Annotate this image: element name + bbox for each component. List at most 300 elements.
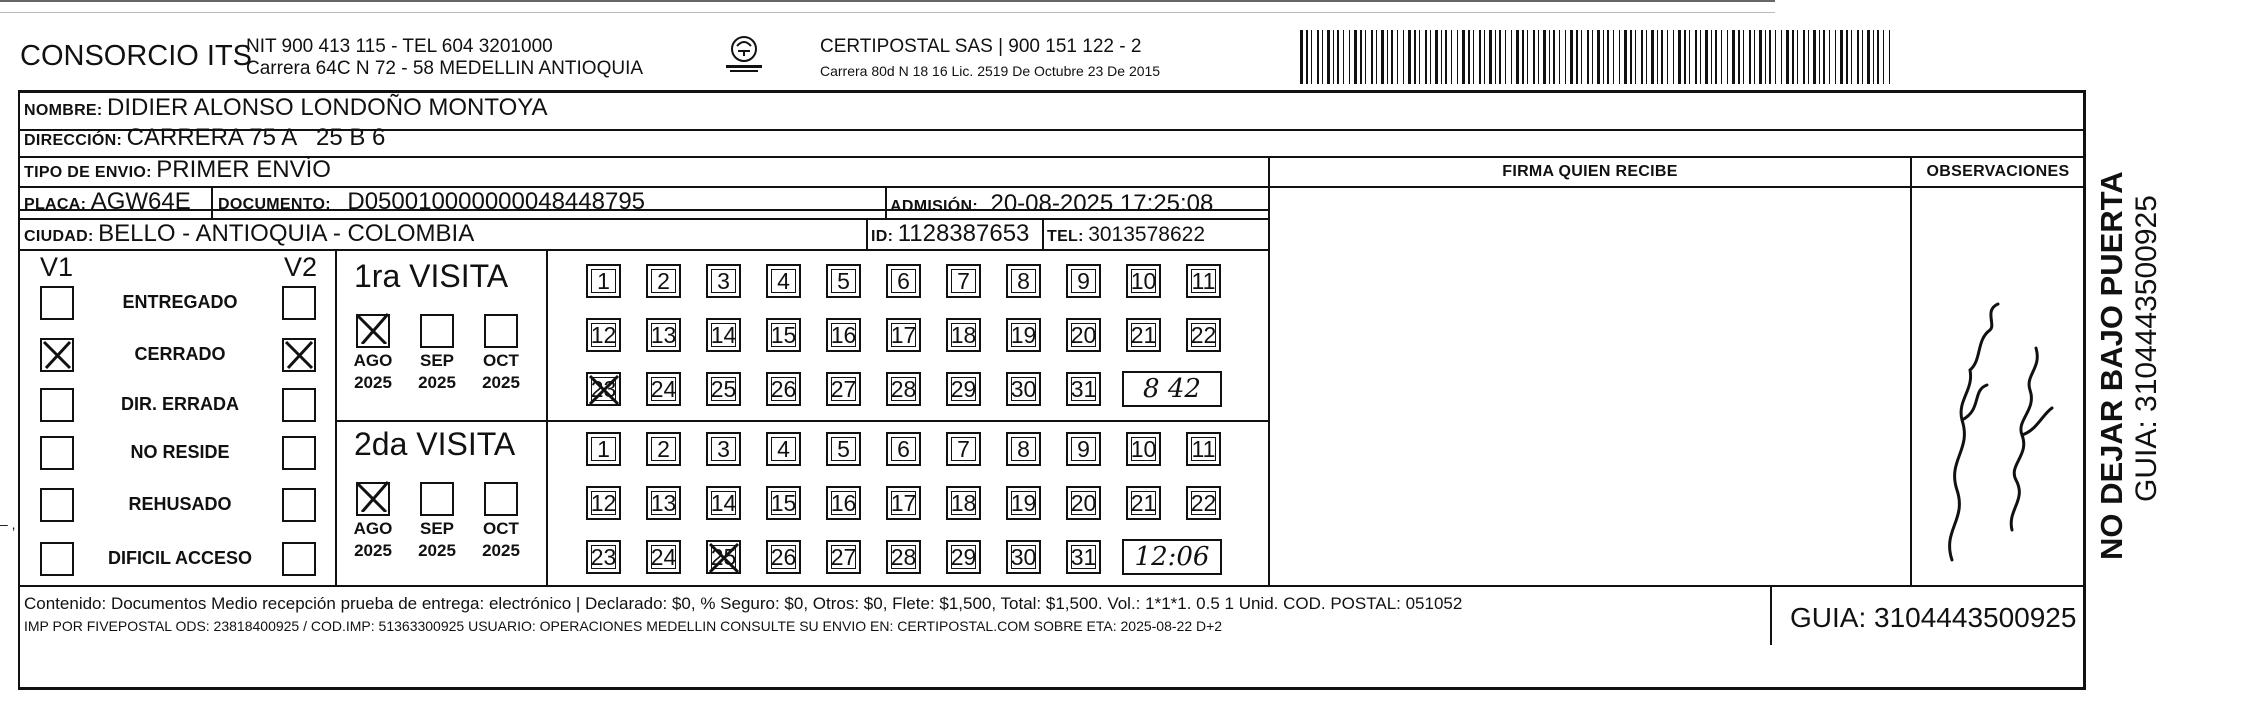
day-box[interactable]	[886, 432, 921, 466]
month-label	[412, 518, 462, 562]
day-number: 2	[657, 268, 670, 294]
day-number: 18	[950, 322, 977, 348]
day-number: 5	[837, 436, 850, 462]
month-label	[348, 350, 398, 394]
day-number: 15	[770, 490, 797, 516]
day-box[interactable]	[826, 264, 861, 298]
v1-checkbox[interactable]	[40, 286, 74, 320]
v2-header: V2	[284, 252, 318, 282]
day-box[interactable]	[1186, 432, 1221, 466]
barcode-bar	[1786, 30, 1789, 84]
day-box[interactable]	[946, 486, 981, 520]
day-number: 21	[1130, 490, 1157, 516]
barcode-bar	[1441, 30, 1442, 84]
day-box[interactable]	[886, 486, 921, 520]
day-box[interactable]	[1066, 318, 1101, 352]
day-box[interactable]	[1126, 318, 1161, 352]
barcode-bar	[1457, 30, 1458, 84]
day-number: 15	[770, 322, 797, 348]
barcode-bar	[1387, 30, 1388, 84]
barcode-bar	[1630, 30, 1632, 84]
day-box[interactable]	[1186, 486, 1221, 520]
barcode-bar	[1721, 30, 1722, 84]
day-number: 26	[770, 544, 797, 570]
day-box[interactable]	[706, 318, 741, 352]
company-name: CONSORCIO ITS	[20, 40, 253, 72]
v1-checkbox[interactable]	[40, 488, 74, 522]
footer-imp: IMP POR FIVEPOSTAL ODS: 23818400925 / COD.IMP: 51363300925 USUARIO: OPERACIONES MEDELLIN CONSULTE SU ENVIO EN: CERTIPOSTAL.COM SOBRE ETA: 2025-08-22 D+2	[24, 618, 1223, 634]
status-label: DIFICIL ACCESO	[107, 548, 252, 568]
barcode-bar	[1473, 30, 1474, 84]
tel-value: 3013578622	[1088, 223, 1205, 246]
footer-guia: GUIA: 3104443500925	[1790, 602, 2077, 633]
barcode-bar	[1468, 30, 1470, 84]
day-box[interactable]	[1006, 432, 1041, 466]
day-box[interactable]	[766, 486, 801, 520]
v2-checkbox[interactable]	[282, 286, 316, 320]
barcode-bar	[1749, 30, 1751, 84]
day-box[interactable]	[826, 318, 861, 352]
barcode-bar	[1835, 30, 1836, 84]
day-box[interactable]	[1066, 486, 1101, 520]
day-number: 23	[590, 544, 617, 570]
v2-checkbox[interactable]	[282, 542, 316, 576]
tel-label: TEL:	[1047, 228, 1084, 245]
tipo-envio-label: TIPO DE ENVIO:	[24, 164, 152, 181]
day-number: 20	[1070, 322, 1097, 348]
barcode-bar	[1857, 30, 1859, 84]
barcode-bar	[1349, 30, 1350, 84]
barcode-bar	[1327, 30, 1330, 84]
barcode-bar	[1553, 30, 1555, 84]
barcode-bar	[1646, 30, 1647, 84]
day-box[interactable]	[1066, 432, 1101, 466]
day-number: 29	[950, 544, 977, 570]
day-number: 8	[1017, 268, 1030, 294]
barcode-bar	[1489, 30, 1492, 84]
barcode-bar	[1559, 30, 1560, 84]
month-year: 2025	[418, 541, 456, 560]
barcode-bar	[1823, 30, 1825, 84]
barcode-bar	[1343, 30, 1344, 84]
barcode-bar	[1445, 30, 1447, 84]
barcode-bar	[1570, 30, 1573, 84]
day-box[interactable]	[1006, 486, 1041, 520]
barcode-bar	[1333, 30, 1334, 84]
x-mark-icon	[586, 372, 620, 406]
x-mark-icon	[282, 338, 316, 372]
v1-checkbox[interactable]	[40, 542, 74, 576]
v2-checkbox[interactable]	[282, 436, 316, 470]
day-box[interactable]	[586, 486, 621, 520]
month-label	[348, 518, 398, 562]
day-number: 29	[950, 376, 977, 402]
admision-value: 20-08-2025 17:25:08	[990, 190, 1214, 217]
barcode-bar	[1803, 30, 1805, 84]
barcode-bar	[1759, 30, 1762, 84]
day-box[interactable]	[1126, 264, 1161, 298]
x-mark-icon	[354, 310, 388, 344]
day-number: 31	[1070, 376, 1097, 402]
barcode-bar	[1877, 30, 1879, 84]
barcode-bar	[1792, 30, 1794, 84]
barcode-bar	[1581, 30, 1582, 84]
barcode-bar	[1689, 30, 1690, 84]
day-box[interactable]	[886, 540, 921, 574]
month-year: 2025	[354, 373, 392, 392]
day-box[interactable]	[946, 432, 981, 466]
courier-address: Carrera 80d N 18 16 Lic. 2519 De Octubre 23 De 2015	[820, 63, 1161, 79]
firma-header: FIRMA QUIEN RECIBE	[1502, 163, 1678, 180]
day-box[interactable]	[646, 264, 681, 298]
admision-label: ADMISIÓN:	[890, 198, 979, 215]
day-box[interactable]	[886, 318, 921, 352]
barcode-bar	[1754, 30, 1755, 84]
barcode-bar	[1495, 30, 1496, 84]
month-year: 2025	[482, 541, 520, 560]
day-number: 12	[590, 322, 617, 348]
day-number: 17	[890, 322, 917, 348]
barcode-bar	[1549, 30, 1550, 84]
day-number: 9	[1077, 268, 1090, 294]
day-number: 26	[770, 376, 797, 402]
day-box[interactable]	[946, 318, 981, 352]
day-box[interactable]	[1006, 540, 1041, 574]
day-box[interactable]	[646, 372, 681, 406]
barcode-bar	[1533, 30, 1535, 84]
v1-header: V1	[40, 252, 74, 282]
v2-checkbox[interactable]	[282, 488, 316, 522]
month-checkbox[interactable]	[484, 482, 518, 516]
day-number: 14	[710, 490, 737, 516]
day-number: 13	[650, 322, 677, 348]
barcode-bar	[1565, 30, 1566, 84]
barcode-bar	[1684, 30, 1686, 84]
day-number: 22	[1190, 322, 1217, 348]
day-box[interactable]	[646, 432, 681, 466]
day-number: 30	[1010, 544, 1037, 570]
day-number: 10	[1130, 268, 1157, 294]
day-number: 4	[777, 436, 790, 462]
time-box[interactable]: 8 42	[1122, 371, 1222, 407]
certipostal-logo-icon	[722, 34, 766, 74]
observaciones-header: OBSERVACIONES	[1926, 163, 2070, 180]
day-box[interactable]	[766, 318, 801, 352]
day-number: 6	[897, 268, 910, 294]
barcode-bar	[1829, 30, 1830, 84]
barcode-bar	[1592, 30, 1593, 84]
barcode-bar	[1462, 30, 1465, 84]
barcode-bar	[1607, 30, 1609, 84]
barcode-bar	[1499, 30, 1501, 84]
handwritten-signature	[1912, 290, 2072, 575]
barcode-bar	[1765, 30, 1766, 84]
barcode-bar	[1451, 30, 1452, 84]
day-box[interactable]	[1066, 372, 1101, 406]
barcode-bar	[1479, 30, 1481, 84]
day-number: 3	[717, 268, 730, 294]
day-box[interactable]	[586, 264, 621, 298]
barcode-bar	[1425, 30, 1427, 84]
day-number: 18	[950, 490, 977, 516]
barcode-bar	[1651, 30, 1654, 84]
day-box[interactable]	[586, 432, 621, 466]
day-box[interactable]	[1186, 318, 1221, 352]
barcode-bar	[1430, 30, 1431, 84]
month-label	[412, 350, 462, 394]
side-guia: GUIA: 3104443500925	[2130, 195, 2163, 502]
barcode-bar	[1732, 30, 1735, 84]
barcode-bar	[1700, 30, 1701, 84]
day-box[interactable]	[706, 264, 741, 298]
day-box[interactable]	[706, 432, 741, 466]
barcode-bar	[1883, 30, 1884, 84]
day-box[interactable]	[766, 432, 801, 466]
barcode-bar	[1505, 30, 1506, 84]
day-box[interactable]	[646, 318, 681, 352]
day-number: 14	[710, 322, 737, 348]
barcode-bar	[1306, 30, 1308, 84]
barcode-bar	[1576, 30, 1578, 84]
barcode-bar	[1727, 30, 1728, 84]
day-box[interactable]	[946, 540, 981, 574]
direccion-value: CARRERA 75 A 25 B 6	[126, 124, 386, 151]
x-mark-icon	[40, 338, 74, 372]
barcode-bar	[1408, 30, 1411, 84]
barcode-bar	[1851, 30, 1852, 84]
month-checkbox[interactable]	[484, 314, 518, 348]
day-number: 11	[1191, 436, 1216, 462]
month-checkbox[interactable]	[420, 314, 454, 348]
day-box[interactable]	[706, 486, 741, 520]
nombre-label: NOMBRE:	[24, 102, 103, 119]
nombre-value: DIDIER ALONSO LONDOÑO MONTOYA	[107, 94, 548, 121]
barcode-bar	[1516, 30, 1519, 84]
barcode-bar	[1673, 30, 1674, 84]
day-number: 27	[830, 544, 857, 570]
barcode-bar	[1376, 30, 1377, 84]
day-number: 17	[890, 490, 917, 516]
x-mark-icon	[706, 540, 740, 574]
day-box[interactable]	[826, 372, 861, 406]
ciudad-value: BELLO - ANTIOQUIA - COLOMBIA	[98, 220, 475, 247]
day-box[interactable]	[946, 264, 981, 298]
day-number: 13	[650, 490, 677, 516]
x-mark-icon	[354, 478, 388, 512]
day-box[interactable]	[1006, 264, 1041, 298]
day-number: 6	[897, 436, 910, 462]
day-number: 22	[1190, 490, 1217, 516]
month-label	[476, 350, 526, 394]
month-checkbox[interactable]	[420, 482, 454, 516]
day-box[interactable]	[766, 264, 801, 298]
no-dejar-bajo-puerta: NO DEJAR BAJO PUERTA	[2094, 171, 2129, 560]
barcode-bar	[1661, 30, 1663, 84]
day-number: 31	[1070, 544, 1097, 570]
month-year: 2025	[482, 373, 520, 392]
barcode-bar	[1738, 30, 1740, 84]
barcode-bar	[1613, 30, 1614, 84]
barcode-bar	[1862, 30, 1863, 84]
day-number: 11	[1191, 268, 1216, 294]
day-number: 28	[890, 544, 917, 570]
v2-checkbox[interactable]	[282, 388, 316, 422]
day-number: 19	[1010, 322, 1037, 348]
barcode-bar	[1715, 30, 1717, 84]
day-number: 28	[890, 376, 917, 402]
barcode-bar	[1867, 30, 1870, 84]
day-box[interactable]	[706, 372, 741, 406]
day-number: 1	[597, 268, 610, 294]
footer-contenido: Contenido: Documentos Medio recepción prueba de entrega: electrónico | Declarado: $0, % Seguro: $0, Otros: $0, Flete: $1,500, Total: $1,500. Vol.: 1*1*1. 0.5 1 Unid. COD. POSTAL: 051052	[24, 594, 1463, 613]
tipo-envio-value: PRIMER ENVÍO	[156, 156, 331, 183]
day-number: 7	[957, 268, 970, 294]
barcode-bar	[1397, 30, 1398, 84]
day-number: 16	[830, 490, 857, 516]
barcode-bar	[1889, 30, 1890, 84]
barcode-bar	[1641, 30, 1643, 84]
day-number: 10	[1130, 436, 1157, 462]
status-label: CERRADO	[134, 344, 226, 364]
status-label: ENTREGADO	[122, 292, 238, 312]
day-box[interactable]	[1126, 432, 1161, 466]
day-number: 16	[830, 322, 857, 348]
day-number: 24	[650, 376, 677, 402]
barcode-bar	[1322, 30, 1323, 84]
status-label: REHUSADO	[128, 494, 232, 514]
barcode-bar	[1365, 30, 1366, 84]
documento-label: DOCUMENTO:	[218, 196, 331, 213]
day-number: 21	[1130, 322, 1157, 348]
barcode-bar	[1678, 30, 1681, 84]
company-address: Carrera 64C N 72 - 58 MEDELLIN ANTIOQUIA	[246, 58, 644, 79]
barcode-bar	[1781, 30, 1782, 84]
month-name: AGO	[353, 519, 393, 538]
barcode-bar	[1511, 30, 1512, 84]
day-box[interactable]	[646, 540, 681, 574]
documento-value: D050010000000048448795	[347, 188, 646, 215]
v1-checkbox[interactable]	[40, 388, 74, 422]
day-box[interactable]	[646, 486, 681, 520]
month-label	[476, 518, 526, 562]
barcode-bar	[1522, 30, 1524, 84]
day-box[interactable]	[1066, 264, 1101, 298]
ciudad-label: CIUDAD:	[24, 228, 94, 245]
day-number: 5	[837, 268, 850, 294]
day-number: 27	[830, 376, 857, 402]
day-number: 25	[710, 544, 737, 570]
placa-label: PLACA:	[24, 196, 87, 213]
visit-title: 1ra VISITA	[354, 258, 509, 294]
day-number: 3	[717, 436, 730, 462]
barcode-bar	[1743, 30, 1744, 84]
barcode-bar	[1587, 30, 1589, 84]
day-number: 1	[597, 436, 610, 462]
day-box[interactable]	[826, 540, 861, 574]
day-box[interactable]	[886, 264, 921, 298]
day-number: 4	[777, 268, 790, 294]
id-label: ID:	[871, 228, 894, 245]
courier-name: CERTIPOSTAL SAS | 900 151 122 - 2	[820, 36, 1142, 57]
barcode-bar	[1695, 30, 1697, 84]
month-year: 2025	[354, 541, 392, 560]
day-box[interactable]	[826, 432, 861, 466]
barcode-bar	[1624, 30, 1627, 84]
visit-title: 2da VISITA	[354, 426, 516, 462]
day-box[interactable]	[826, 486, 861, 520]
barcode-bar	[1414, 30, 1416, 84]
time-box[interactable]: 12:06	[1122, 539, 1222, 575]
day-box[interactable]	[1186, 264, 1221, 298]
day-box[interactable]	[586, 540, 621, 574]
barcode-bar	[1527, 30, 1528, 84]
barcode-bar	[1381, 30, 1384, 84]
day-number: 20	[1070, 490, 1097, 516]
day-box[interactable]	[766, 372, 801, 406]
day-box[interactable]	[1006, 372, 1041, 406]
id-value: 1128387653	[897, 220, 1030, 247]
barcode-bar	[1808, 30, 1809, 84]
barcode-bar	[1311, 30, 1312, 84]
barcode-bar	[1873, 30, 1874, 84]
month-name: OCT	[483, 351, 519, 370]
barcode-bar	[1813, 30, 1816, 84]
barcode-bar	[1403, 30, 1404, 84]
day-number: 9	[1077, 436, 1090, 462]
barcode-bar	[1797, 30, 1798, 84]
day-number: 8	[1017, 436, 1030, 462]
placa-value: AGW64E	[90, 188, 191, 215]
month-year: 2025	[418, 373, 456, 392]
v1-checkbox[interactable]	[40, 436, 74, 470]
day-box[interactable]	[886, 372, 921, 406]
day-box[interactable]	[1006, 318, 1041, 352]
day-number: 2	[657, 436, 670, 462]
barcode-bar	[1371, 30, 1373, 84]
day-box[interactable]	[586, 318, 621, 352]
barcode-bar	[1300, 30, 1303, 84]
status-label: DIR. ERRADA	[120, 394, 239, 414]
day-box[interactable]	[1066, 540, 1101, 574]
month-name: OCT	[483, 519, 519, 538]
day-box[interactable]	[1126, 486, 1161, 520]
margin-mark: – ,	[0, 516, 16, 532]
month-name: SEP	[419, 519, 455, 538]
day-number: 30	[1010, 376, 1037, 402]
barcode-bar	[1484, 30, 1485, 84]
day-number: 19	[1010, 490, 1037, 516]
barcode-bar	[1597, 30, 1600, 84]
barcode-bar	[1667, 30, 1668, 84]
barcode-bar	[1769, 30, 1771, 84]
barcode-bar	[1711, 30, 1712, 84]
barcode-bar	[1819, 30, 1820, 84]
barcode-bar	[1705, 30, 1708, 84]
day-number: 24	[650, 544, 677, 570]
barcode-bar	[1435, 30, 1438, 84]
day-box[interactable]	[766, 540, 801, 574]
day-number: 23	[590, 376, 617, 402]
barcode-bar	[1846, 30, 1848, 84]
status-label: NO RESIDE	[130, 442, 230, 462]
barcode-bar	[1360, 30, 1362, 84]
barcode-bar	[1840, 30, 1843, 84]
direccion-label: DIRECCIÓN:	[24, 132, 123, 149]
barcode-bar	[1391, 30, 1393, 84]
day-number: 12	[590, 490, 617, 516]
barcode-bar	[1635, 30, 1636, 84]
day-box[interactable]	[946, 372, 981, 406]
